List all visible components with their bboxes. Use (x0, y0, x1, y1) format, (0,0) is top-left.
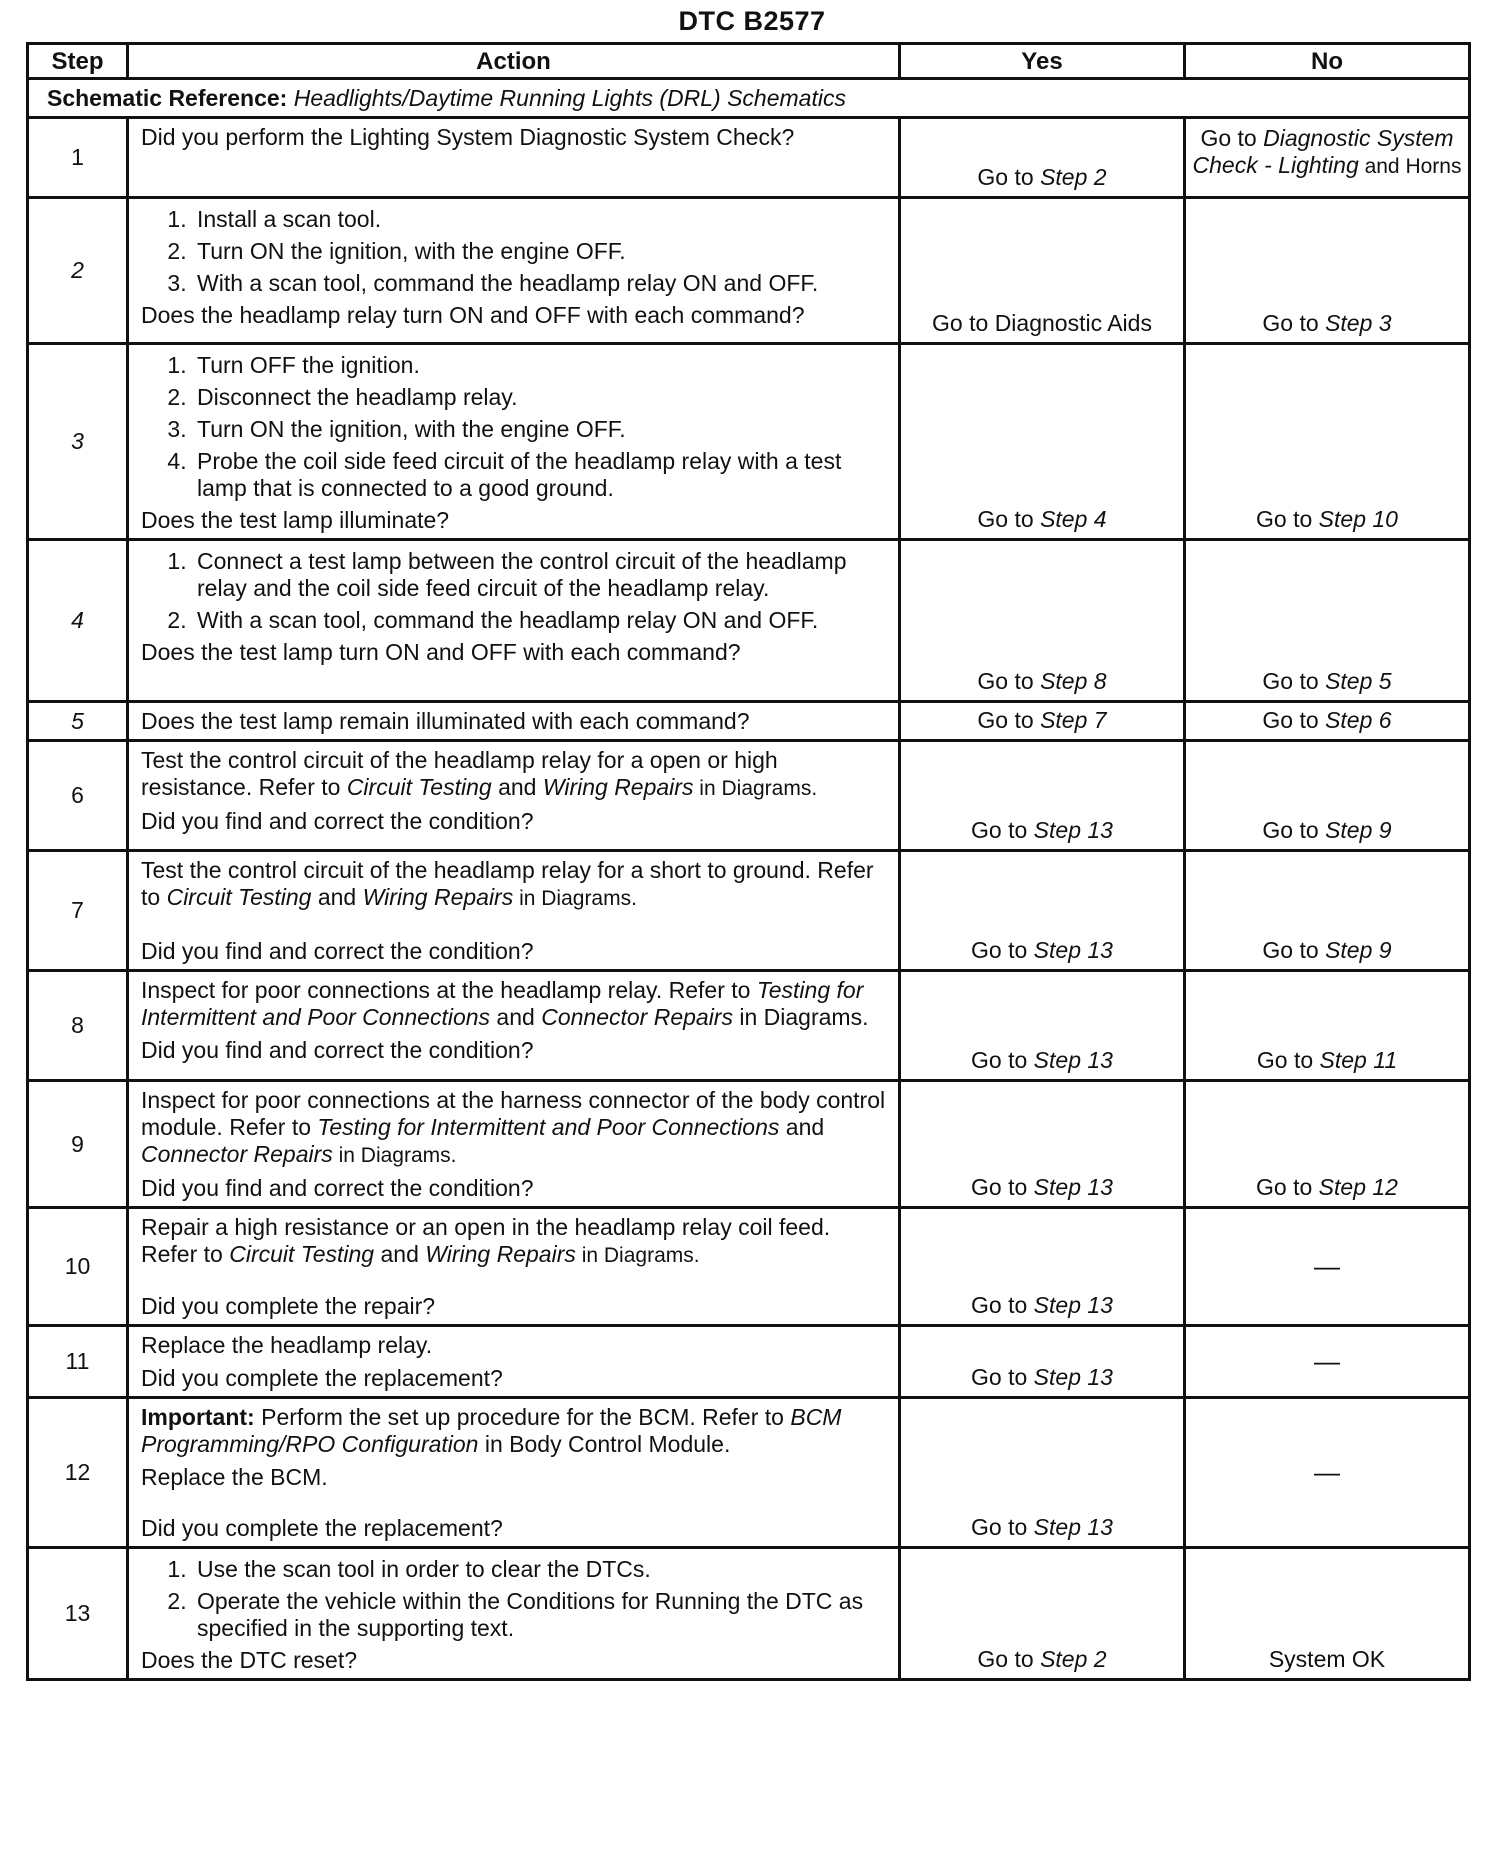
table-row (28, 344, 1470, 540)
reference-link[interactable]: BCM Programming/RPO Configuration (141, 1404, 842, 1457)
action-cell (128, 540, 900, 702)
action-question: Does the test lamp illuminate? (141, 507, 450, 533)
step-number: 12 (28, 1398, 128, 1548)
header-action: Action (128, 44, 900, 79)
schematic-label: Schematic Reference: (47, 84, 288, 111)
table-row (28, 198, 1470, 344)
action-item: 1. Turn OFF the ignition. (193, 352, 888, 379)
step-number: 10 (28, 1208, 128, 1326)
schematic-link[interactable]: Headlights/Daytime Running Lights (DRL) Schematics (293, 84, 846, 111)
action-cell (128, 118, 900, 198)
action-question: Did you perform the Lighting System Diagnostic System Check? (141, 124, 795, 150)
action-steps (141, 352, 888, 502)
table-row (28, 1326, 1470, 1398)
step-number: 9 (28, 1081, 128, 1208)
step-number: 8 (28, 971, 128, 1081)
action-text: Test the control circuit of the headlamp relay for a short to ground. Refer to Circuit Testing and Wiring Repairs in Diagrams. (141, 857, 874, 910)
step-number: 5 (28, 702, 128, 741)
action-question: Did you complete the repair? (141, 1293, 436, 1319)
table-row (28, 741, 1470, 851)
no-cell[interactable]: Go to Step 3 (1185, 198, 1470, 344)
table-row (28, 1208, 1470, 1326)
diagnostic-table (26, 42, 1471, 1681)
step-number: 13 (28, 1548, 128, 1680)
yes-link[interactable]: Step 13 (1033, 1364, 1113, 1390)
step-number: 4 (28, 540, 128, 702)
header-no: No (1185, 44, 1470, 79)
no-cell (1185, 1326, 1470, 1398)
reference-link[interactable]: Circuit Testing (229, 1241, 375, 1267)
action-steps (141, 548, 888, 634)
no-cell[interactable]: Go to Step 5 (1185, 540, 1470, 702)
action-question: Did you complete the replacement? (141, 1365, 503, 1391)
action-question: Did you find and correct the condition? (141, 808, 534, 834)
action-item: 1. Use the scan tool in order to clear the DTCs. (193, 1556, 888, 1583)
header-row (28, 44, 1470, 79)
yes-cell[interactable]: Go to Step 13 (900, 1208, 1185, 1326)
action-question: Does the headlamp relay turn ON and OFF with each command? (141, 302, 805, 328)
yes-cell[interactable]: Go to Step 13 (900, 971, 1185, 1081)
yes-link[interactable]: Step 4 (1040, 506, 1107, 532)
yes-link[interactable]: Step 13 (1033, 1292, 1113, 1318)
no-cell[interactable]: Go to Step 9 (1185, 851, 1470, 971)
action-cell (128, 1208, 900, 1326)
action-text: Replace the headlamp relay. (141, 1332, 433, 1358)
no-cell[interactable]: Go to Diagnostic System Check - Lighting and Horns (1185, 118, 1470, 198)
table-row (28, 702, 1470, 741)
action-cell (128, 851, 900, 971)
yes-cell[interactable] (900, 198, 1185, 344)
action-item: 3. Turn ON the ignition, with the engine OFF. (193, 416, 888, 443)
action-question: Did you find and correct the condition? (141, 1037, 534, 1063)
yes-link[interactable]: Step 7 (1040, 707, 1107, 733)
table-row (28, 851, 1470, 971)
header-step: Step (28, 44, 128, 79)
important-label: Important: (141, 1404, 255, 1430)
action-cell (128, 1081, 900, 1208)
action-item: 2. Disconnect the headlamp relay. (193, 384, 888, 411)
action-cell (128, 702, 900, 741)
no-cell[interactable]: Go to Step 9 (1185, 741, 1470, 851)
action-text: Repair a high resistance or an open in the headlamp relay coil feed. Refer to Circuit Testing and Wiring Repairs in Diagrams. (141, 1214, 831, 1267)
action-item: 2. With a scan tool, command the headlamp relay ON and OFF. (193, 607, 888, 634)
action-question: Did you find and correct the condition? (141, 938, 534, 964)
reference-link[interactable]: Connector Repairs (541, 1004, 733, 1030)
yes-cell[interactable]: Go to Step 13 (900, 1398, 1185, 1548)
schematic-row (28, 79, 1470, 118)
reference-link[interactable]: Circuit Testing (166, 884, 312, 910)
action-steps (141, 206, 888, 297)
no-dash: — (1314, 1250, 1340, 1281)
no-link[interactable]: Step 3 (1325, 310, 1392, 336)
action-cell (128, 344, 900, 540)
action-steps (141, 1556, 888, 1642)
no-cell[interactable]: Go to Step 11 (1185, 971, 1470, 1081)
no-cell (1185, 1398, 1470, 1548)
action-cell (128, 741, 900, 851)
action-text: Inspect for poor connections at the headlamp relay. Refer to Testing for Intermittent and Poor Connections and Connector Repairs in Diagrams. (141, 977, 869, 1030)
no-cell[interactable]: Go to Step 6 (1185, 702, 1470, 741)
action-cell (128, 1326, 900, 1398)
yes-cell[interactable]: Go to Step 2 (900, 1548, 1185, 1680)
reference-link[interactable]: Connector Repairs (141, 1141, 333, 1167)
action-text: Inspect for poor connections at the harness connector of the body control module. Refer to Testing for Intermittent and Poor Connections and Connector Repairs in Diagrams. (141, 1087, 886, 1167)
document-title: DTC B2577 (678, 6, 826, 36)
yes-link[interactable]: Step 13 (1033, 937, 1113, 963)
no-cell[interactable]: Go to Step 10 (1185, 344, 1470, 540)
reference-link[interactable]: Wiring Repairs (362, 884, 514, 910)
yes-cell[interactable]: Go to Step 2 (900, 118, 1185, 198)
yes-link[interactable]: Go to Diagnostic Aids (932, 310, 1152, 336)
table-row (28, 1081, 1470, 1208)
yes-cell[interactable]: Go to Step 13 (900, 741, 1185, 851)
reference-link[interactable]: Testing for Intermittent and Poor Connections (317, 1114, 780, 1140)
no-link[interactable]: Step 9 (1325, 817, 1392, 843)
no-dash: — (1314, 1345, 1340, 1376)
action-item: 2. Operate the vehicle within the Conditions for Running the DTC as specified in the supporting text. (193, 1588, 888, 1642)
action-question: Does the DTC reset? (141, 1647, 358, 1673)
yes-link[interactable]: Step 13 (1033, 1047, 1113, 1073)
schematic-reference (28, 79, 1470, 118)
step-number: 3 (28, 344, 128, 540)
table-row (28, 540, 1470, 702)
action-text: Test the control circuit of the headlamp relay for a open or high resistance. Refer to Circuit Testing and Wiring Repairs in Diagrams. (141, 747, 818, 800)
yes-cell[interactable]: Go to Step 8 (900, 540, 1185, 702)
action-cell (128, 1398, 900, 1548)
no-link[interactable]: Step 11 (1319, 1047, 1398, 1073)
action-question: Did you complete the replacement? (141, 1515, 503, 1541)
action-question: Does the test lamp turn ON and OFF with each command? (141, 639, 741, 665)
yes-link[interactable]: Step 2 (1040, 1646, 1107, 1672)
action-question: Did you find and correct the condition? (141, 1175, 534, 1201)
step-number: 7 (28, 851, 128, 971)
action-item: 2. Turn ON the ignition, with the engine OFF. (193, 238, 888, 265)
yes-cell[interactable]: Go to Step 13 (900, 1326, 1185, 1398)
no-link[interactable]: Diagnostic System Check - Lighting (1192, 125, 1454, 178)
yes-link[interactable]: Step 8 (1040, 668, 1107, 694)
yes-link[interactable]: Step 13 (1033, 1514, 1113, 1540)
no-link[interactable]: Step 10 (1318, 506, 1398, 532)
action-item: 3. With a scan tool, command the headlamp relay ON and OFF. (193, 270, 888, 297)
action-item: 4. Probe the coil side feed circuit of the headlamp relay with a test lamp that is connected to a good ground. (193, 448, 888, 502)
action-text: Replace the BCM. (141, 1464, 328, 1490)
table-row (28, 118, 1470, 198)
yes-cell[interactable]: Go to Step 13 (900, 851, 1185, 971)
step-number: 1 (28, 118, 128, 198)
action-cell (128, 198, 900, 344)
no-cell (1185, 1208, 1470, 1326)
reference-link[interactable]: Wiring Repairs (425, 1241, 576, 1267)
yes-link[interactable]: Step 2 (1040, 164, 1107, 190)
step-number: 11 (28, 1326, 128, 1398)
no-link[interactable]: Step 6 (1325, 707, 1392, 733)
reference-link[interactable]: Wiring Repairs (542, 774, 694, 800)
table-row (28, 1398, 1470, 1548)
no-dash: — (1314, 1456, 1340, 1487)
yes-cell[interactable]: Go to Step 4 (900, 344, 1185, 540)
yes-cell[interactable]: Go to Step 13 (900, 1081, 1185, 1208)
no-link[interactable]: Step 9 (1325, 937, 1392, 963)
yes-cell[interactable]: Go to Step 7 (900, 702, 1185, 741)
yes-link[interactable]: Step 13 (1033, 817, 1113, 843)
no-result: System OK (1268, 1646, 1386, 1672)
header-yes: Yes (900, 44, 1185, 79)
reference-link[interactable]: Testing for Intermittent and Poor Connections (141, 977, 864, 1030)
action-item: 1. Install a scan tool. (193, 206, 888, 233)
table-row (28, 1548, 1470, 1680)
no-cell[interactable]: Go to Step 12 (1185, 1081, 1470, 1208)
action-question: Does the test lamp remain illuminated with each command? (141, 707, 750, 734)
no-link[interactable]: Step 12 (1318, 1174, 1398, 1200)
table-row (28, 971, 1470, 1081)
action-text: Important: Perform the set up procedure for the BCM. Refer to BCM Programming/RPO Configuration in Body Control Module. (141, 1404, 842, 1457)
no-cell (1185, 1548, 1470, 1680)
action-item: 1. Connect a test lamp between the control circuit of the headlamp relay and the coil side feed circuit of the headlamp relay. (193, 548, 888, 602)
no-link[interactable]: Step 5 (1325, 668, 1392, 694)
action-cell (128, 971, 900, 1081)
step-number: 2 (28, 198, 128, 344)
step-number: 6 (28, 741, 128, 851)
action-cell (128, 1548, 900, 1680)
yes-link[interactable]: Step 13 (1033, 1174, 1113, 1200)
reference-link[interactable]: Circuit Testing (346, 774, 492, 800)
